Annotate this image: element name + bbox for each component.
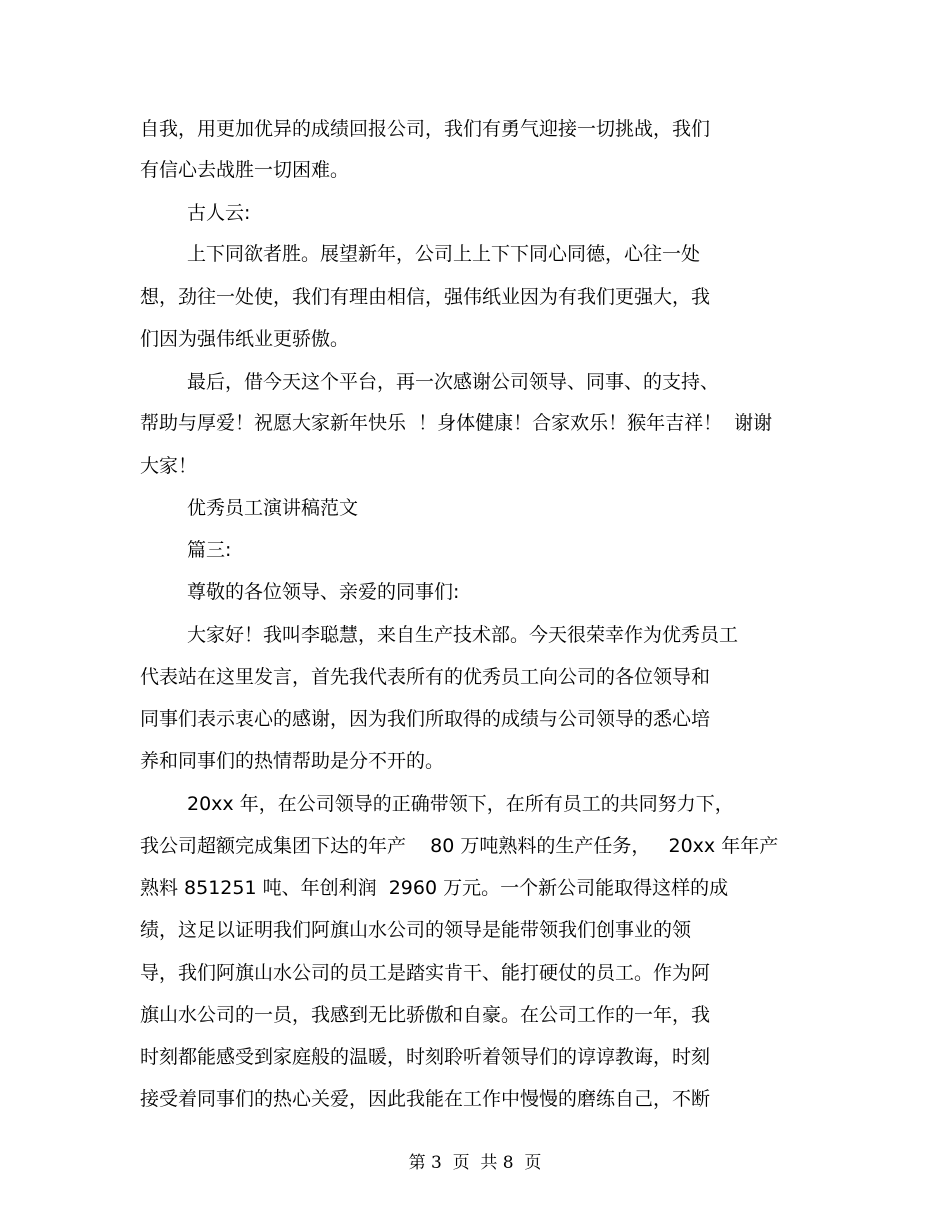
page-number-footer: 第 3 页 共 8 页	[408, 1153, 542, 1173]
text-line: 同事们表示衷心的感谢，因为我们所取得的成绩与公司领导的悉心培	[140, 708, 711, 730]
text-line: 20xx 年，在公司领导的正确带领下，在所有员工的共同努力下，	[187, 793, 734, 815]
text-line: 我公司超额完成集团下达的年产 80 万吨熟料的生产任务， 20xx 年年产	[140, 835, 779, 857]
text-line: 绩，这足以证明我们阿旗山水公司的领导是能带领我们创事业的领	[140, 919, 692, 941]
text-line: 导，我们阿旗山水公司的员工是踏实肯干、能打硬仗的员工。作为阿	[140, 962, 711, 984]
section-heading: 优秀员工演讲稿范文	[187, 497, 359, 519]
text-line: 最后，借今天这个平台，再一次感谢公司领导、同事、的支持、	[187, 371, 720, 393]
text-line: 时刻都能感受到家庭般的温暖，时刻聆听着领导们的谆谆教诲，时刻	[140, 1046, 711, 1068]
text-line: 想，劲往一处使，我们有理由相信，强伟纸业因为有我们更强大，我	[140, 286, 711, 308]
text-line: 熟料 851251 吨、年创利润 2960 万元。一个新公司能取得这样的成	[140, 877, 729, 899]
text-line: 养和同事们的热情帮助是分不开的。	[140, 750, 445, 772]
text-line: 代表站在这里发言，首先我代表所有的优秀员工向公司的各位领导和	[140, 666, 711, 688]
text-line: 尊敬的各位领导、亲爱的同事们:	[187, 581, 460, 603]
text-line: 大家！	[140, 455, 198, 477]
text-line: 有信心去战胜一切困难。	[140, 159, 350, 181]
text-line: 旗山水公司的一员，我感到无比骄傲和自豪。在公司工作的一年，我	[140, 1004, 711, 1026]
section-heading: 篇三:	[187, 539, 232, 561]
text-line: 古人云:	[187, 202, 251, 224]
text-line: 们因为强伟纸业更骄傲。	[140, 328, 350, 350]
text-line: 大家好！我叫李聪慧，来自生产技术部。今天很荣幸作为优秀员工	[187, 624, 739, 646]
text-line: 自我，用更加优异的成绩回报公司，我们有勇气迎接一切挑战，我们	[140, 118, 711, 140]
text-line: 上下同欲者胜。展望新年，公司上上下下同心同德，心往一处	[187, 243, 701, 265]
text-line: 接受着同事们的热心关爱，因此我能在工作中慢慢的磨练自己，不断	[140, 1088, 711, 1110]
text-line: 帮助与厚爱！祝愿大家新年快乐 ！身体健康！合家欢乐！猴年吉祥！ 谢谢	[140, 412, 773, 434]
